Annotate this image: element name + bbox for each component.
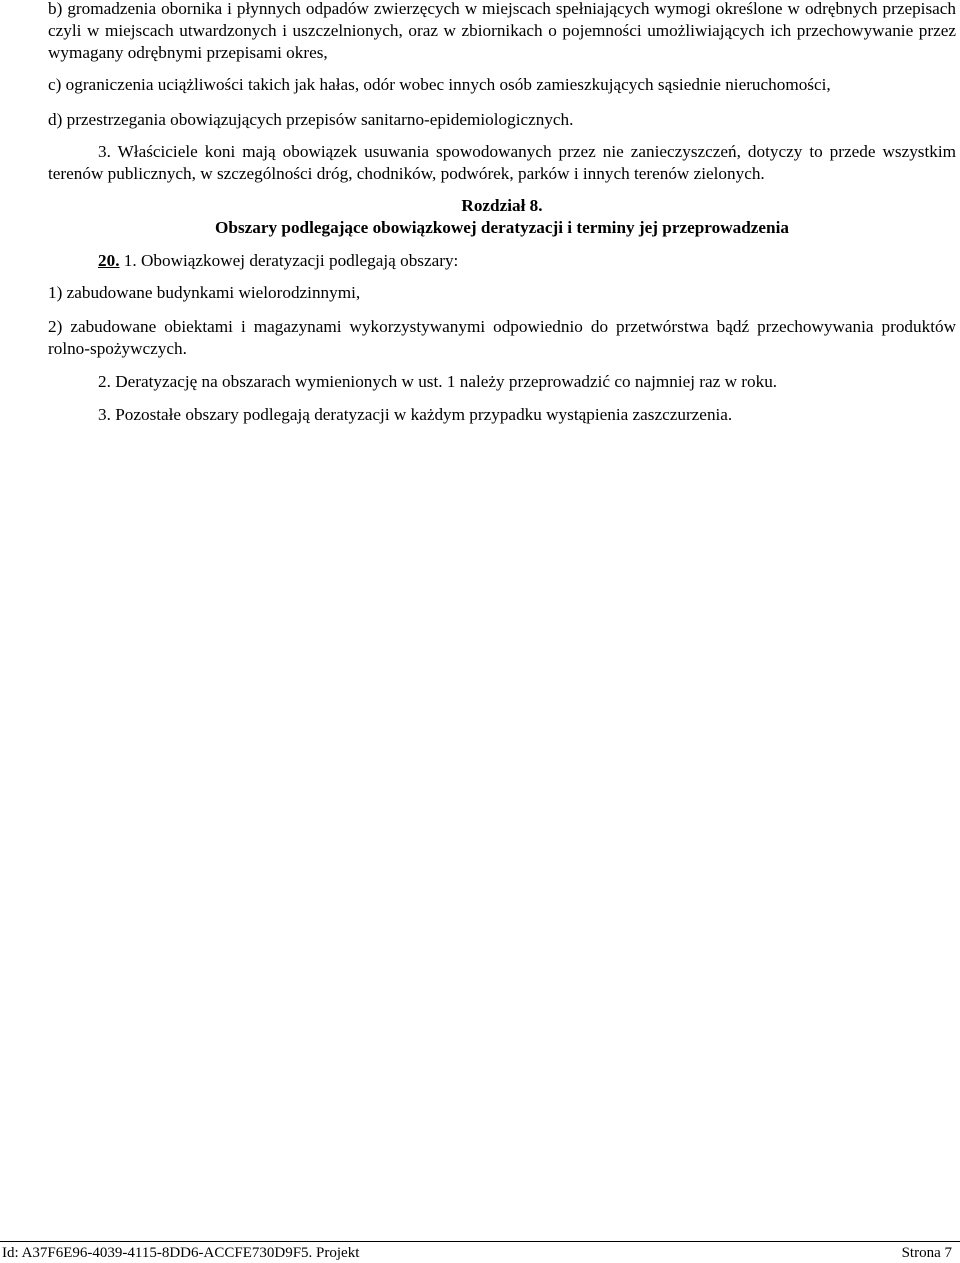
document-body [48, 0, 956, 426]
section-number: 20. [98, 251, 120, 270]
paragraph-c: c) ograniczenia uciążliwości takich jak hałas, odór wobec innych osób zamieszkujących sąsiednie nieruchomości, [48, 75, 831, 94]
page-number: Strona 7 [901, 1245, 952, 1261]
paragraph-b: b) gromadzenia obornika i płynnych odpadów zwierzęcych w miejscach spełniających wymogi określone w odrębnych przepisach czyli w miejscach utwardzonych i uszczelnionych, oraz w zbiornikach o pojemności umożliwiających ich przechowywanie przez wymagany odrębnymi przepisami okres, [48, 0, 956, 62]
paragraph-3: 3. Właściciele koni mają obowiązek usuwania spowodowanych przez nie zanieczyszczeń, dotyczy to przede wszystkim terenów publicznych, w szczególności dróg, chodników, podwórek, parków i innych terenów zielonych. [48, 142, 956, 183]
list-item-2: 2) zabudowane obiektami i magazynami wykorzystywanymi odpowiednio do przetwórstwa bądź przechowywania produktów rolno-spożywczych. [48, 317, 956, 358]
document-id: Id: A37F6E96-4039-4115-8DD6-ACCFE730D9F5. Projekt [2, 1245, 360, 1261]
section-intro: 1. Obowiązkowej deratyzacji podlegają obszary: [119, 251, 459, 270]
paragraph-d: d) przestrzegania obowiązujących przepisów sanitarno-epidemiologicznych. [48, 110, 574, 129]
chapter-title: Rozdział 8. [461, 196, 543, 215]
list-item-1: 1) zabudowane budynkami wielorodzinnymi, [48, 283, 361, 302]
paragraph-section-3: 3. Pozostałe obszary podlegają deratyzacji w każdym przypadku wystąpienia zaszczurzenia. [98, 405, 733, 424]
chapter-subtitle: Obszary podlegające obowiązkowej deratyzacji i terminy jej przeprowadzenia [215, 218, 789, 237]
section-20 [48, 250, 956, 272]
page-footer [0, 1241, 960, 1263]
paragraph-section-2: 2. Deratyzację na obszarach wymienionych w ust. 1 należy przeprowadzić co najmniej raz w roku. [98, 372, 778, 391]
